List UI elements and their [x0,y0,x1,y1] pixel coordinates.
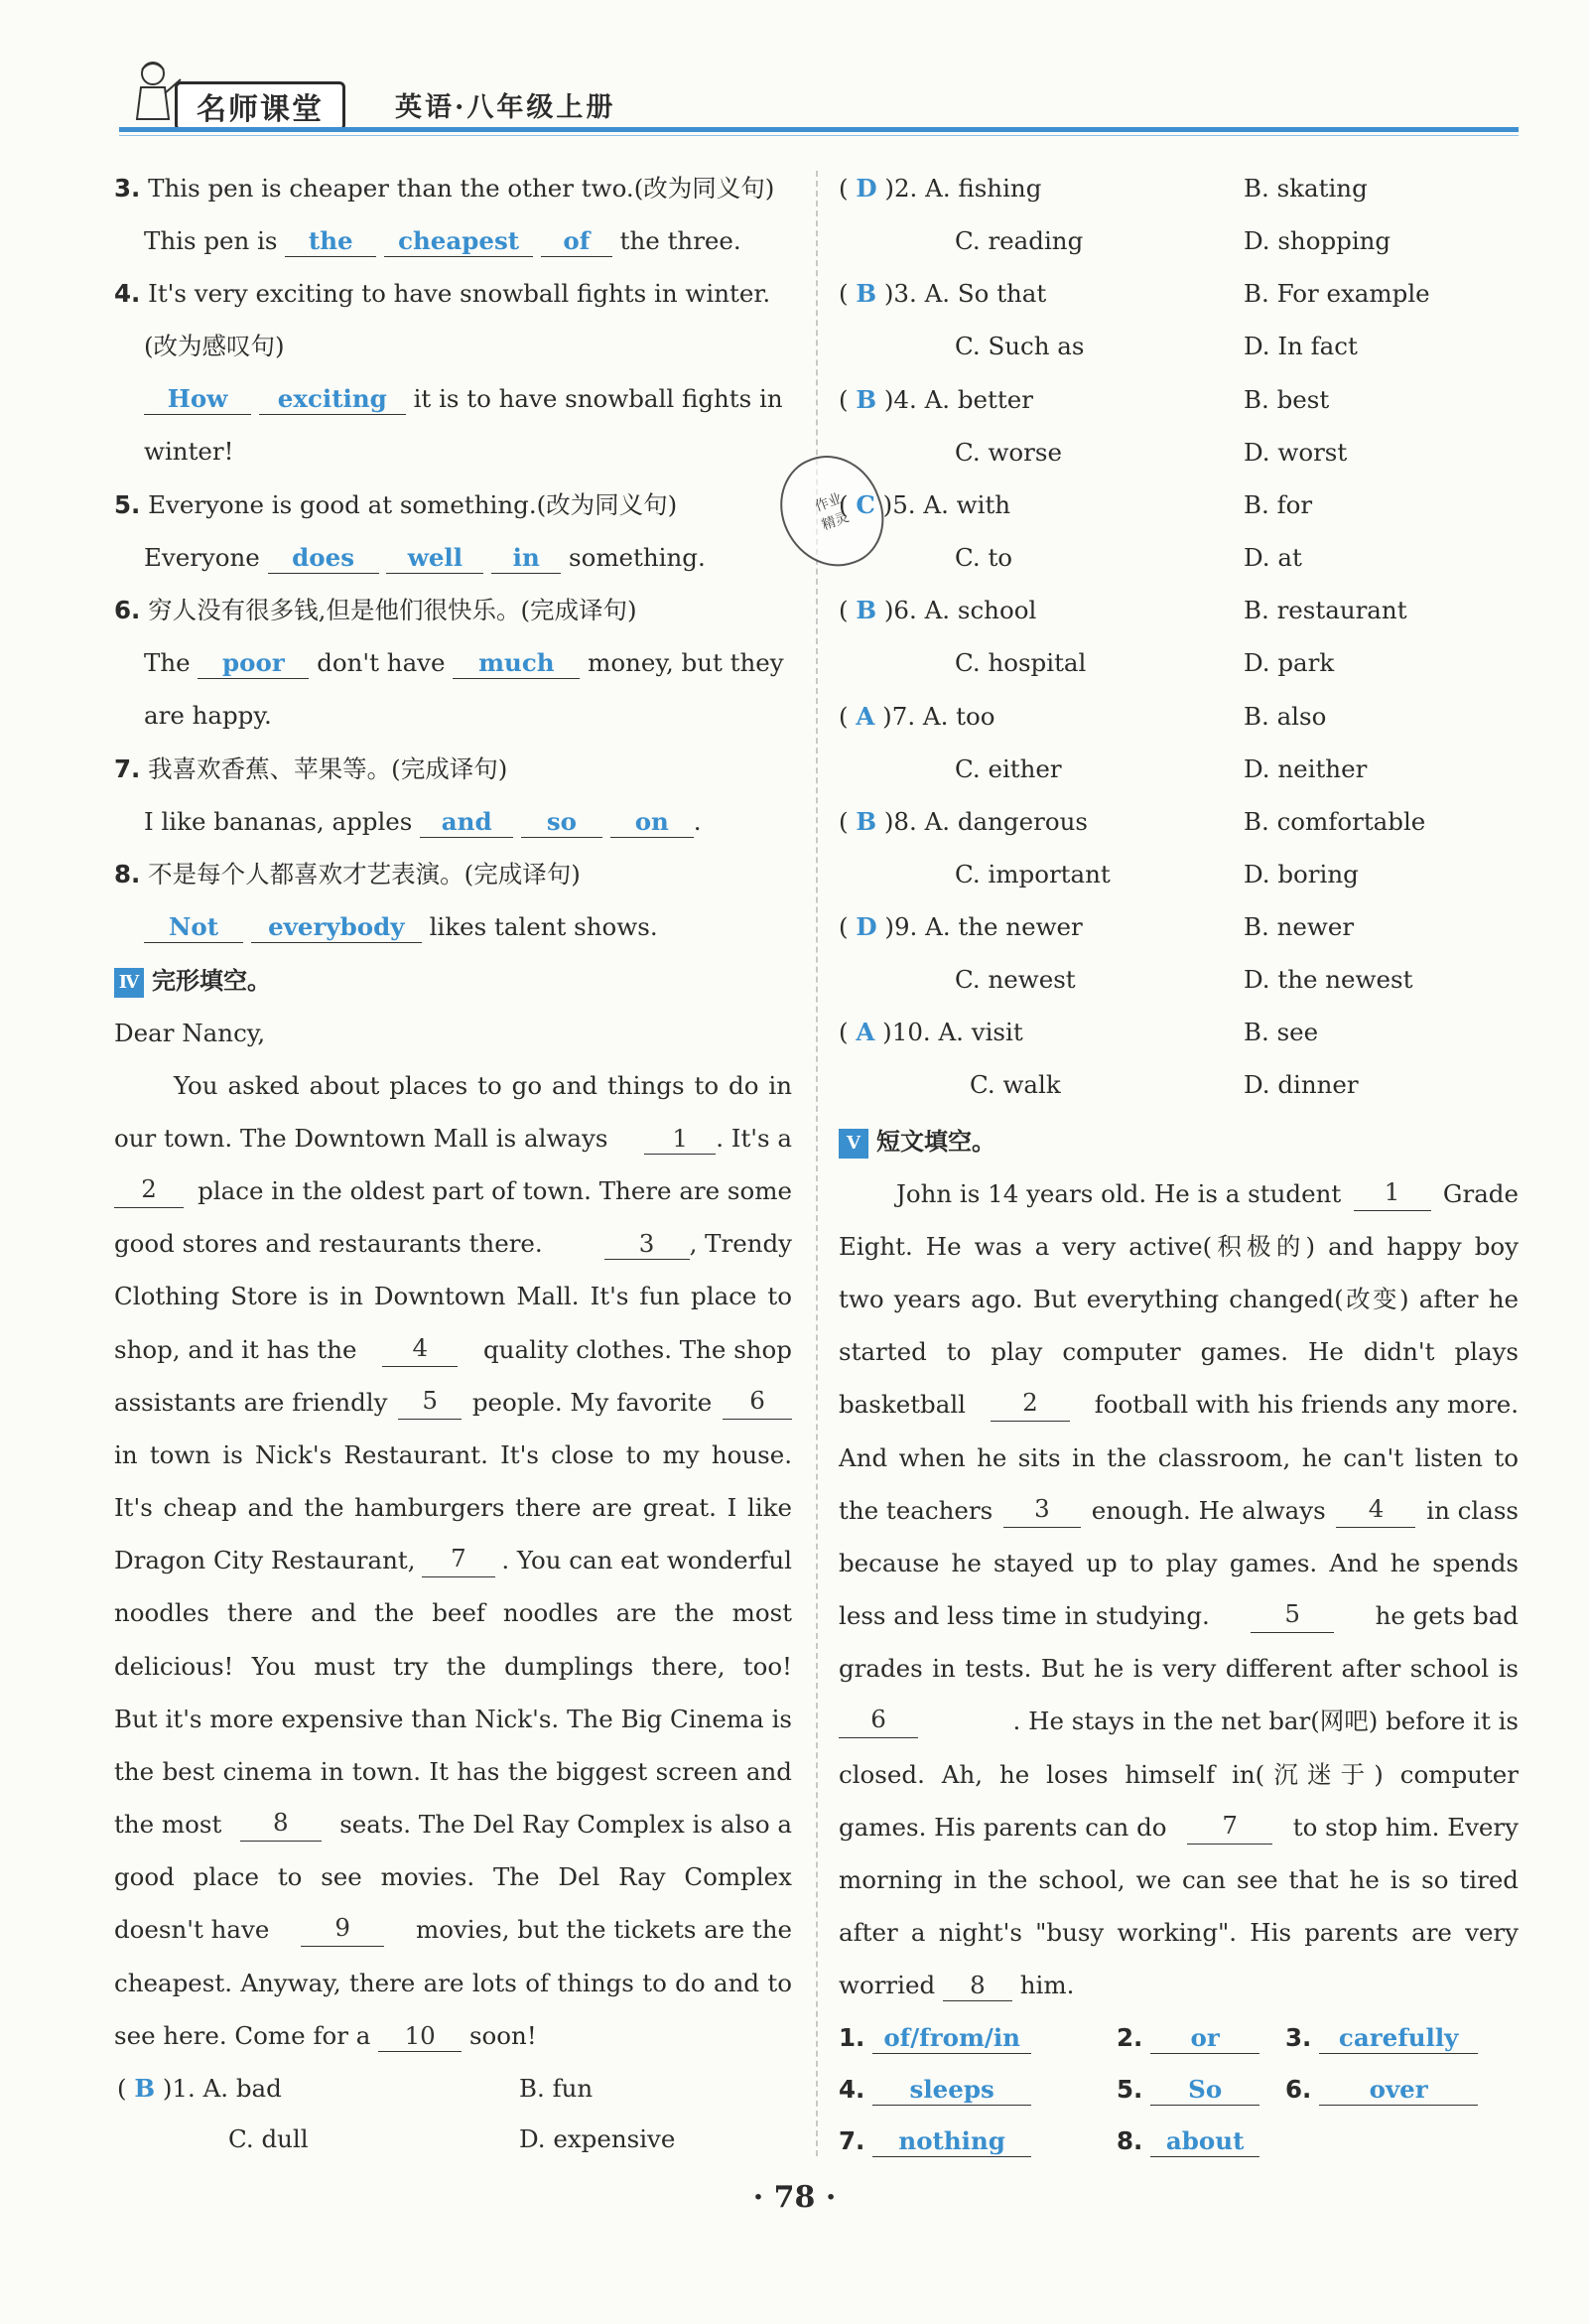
section-4-heading: Ⅳ 完形填空。 [114,964,271,998]
mc-question-2: ( D )2. A. fishing [839,174,1042,203]
mc-option-c: C. Such as [955,332,1085,361]
mc-option-a: )4. A. better [883,384,1033,414]
mc-option-d: D. expensive [519,2124,676,2153]
answer-item: 4. sleeps [839,2073,1031,2107]
passage-line: Dragon City Restaurant, 7 . You can eat wonderful [114,1544,792,1577]
q6-answer-line-2: are happy. [144,701,272,730]
q4-answer-line: How exciting it is to have snowball fights in [144,382,783,416]
header-rule [119,127,1519,132]
mc-question-10: ( A )10. A. visit [839,1018,1023,1047]
text-line: basketball 2 football with his friends any more. [839,1388,1519,1422]
mc-option-c: C. worse [955,437,1062,467]
mc-option-a: )2. A. fishing [884,174,1042,203]
mc-option-c: C. walk [970,1070,1061,1100]
q7-prompt: 7. 我喜欢香蕉、苹果等。(完成译句) [114,754,508,783]
subject-title: 英语·八年级上册 [395,92,616,123]
mc-answer: B [856,279,877,309]
passage-line: doesn't have 9 movies, but the tickets are the [114,1913,792,1947]
passage-line: our town. The Downtown Mall is always 1 . It's a [114,1124,792,1153]
mc-answer: B [856,384,877,414]
passage-line: Clothing Store is in Downtown Mall. It's fun place to [114,1282,792,1310]
mc-question-5: ( C )5. A. with [839,489,1011,519]
mc-question-4: ( B )4. A. better [839,384,1033,414]
passage-line: You asked about places to go and things to do in [174,1071,792,1100]
mc-option-d: D. at [1244,542,1302,572]
q4-prompt-2: (改为感叹句) [144,332,285,360]
mc-question-1: ( B )1. A. bad [117,2074,282,2103]
answer-item: 5. So [1117,2073,1259,2107]
mc-option-c: C. newest [955,965,1076,995]
mc-answer: D [856,912,877,942]
mc-question-9: ( D )9. A. the newer [839,912,1083,942]
mc-question-3: ( B )3. A. So that [839,279,1047,309]
q8-answer-line: Not everybody likes talent shows. [144,910,658,944]
mc-option-d: D. boring [1244,859,1359,889]
text-line: after a night's "busy working". His parents are very [839,1918,1519,1947]
answer-item: 6. over [1285,2073,1478,2107]
page-number: · 78 · [752,2180,837,2215]
mc-question-8: ( B )8. A. dangerous [839,806,1088,836]
mc-option-b: B. fun [519,2074,594,2103]
text-line: Eight. He was a very active(积极的) and happy boy [839,1232,1519,1261]
mc-option-b: B. skating [1244,174,1368,203]
passage-line: see here. Come for a 10 soon! [114,2021,537,2050]
q6-answer-line: The poor don't have much money, but they [144,648,784,677]
q5-prompt: 5. Everyone is good at something.(改为同义句) [114,490,678,519]
q8-prompt: 8. 不是每个人都喜欢才艺表演。(完成译句) [114,860,581,889]
mc-option-a: )5. A. with [882,489,1011,519]
q6-prompt: 6. 穷人没有很多钱,但是他们很快乐。(完成译句) [114,596,637,624]
mc-option-c: C. either [955,753,1062,783]
mc-option-c: C. hospital [955,648,1087,678]
mc-option-a: )9. A. the newer [884,912,1083,942]
answer-item: 3. carefully [1285,2021,1478,2055]
text-line: started to play computer games. He didn't plays [839,1337,1519,1366]
text-line: closed. Ah, he loses himself in(沉迷于) computer [839,1760,1519,1789]
text-line: games. His parents can do 7 to stop him. Every [839,1811,1519,1845]
q4-answer-line-2: winter! [144,437,234,466]
mc-option-c: C. important [955,859,1111,889]
passage-line: It's cheap and the hamburgers there are great. I like [114,1493,792,1522]
passage-line: 2 place in the oldest part of town. There are some [114,1174,792,1208]
passage-line: the best cinema in town. It has the biggest screen and [114,1757,792,1786]
mc-option-d: D. shopping [1244,226,1391,255]
mc-option-d: D. In fact [1244,332,1358,361]
header-rule-thin [119,135,1519,136]
mc-option-d: D. neither [1244,753,1368,783]
mc-option-a: )6. A. school [883,596,1037,625]
passage-line: But it's more expensive than Nick's. The Big Cinema is [114,1705,792,1733]
mc-option-b: B. also [1244,701,1327,731]
mc-option-b: B. for [1244,489,1313,519]
mc-option-b: B. best [1244,384,1330,414]
passage-line: the most 8 seats. The Del Ray Complex is also a [114,1808,792,1842]
brand-logo: 名师课堂 [175,81,345,131]
mc-answer: A [856,701,875,731]
q7-answer-line: I like bananas, apples and so on . [144,807,702,836]
mc-option-b: B. see [1244,1018,1319,1047]
q5-answer-line: Everyone does well in something. [144,543,706,572]
mc-question-6: ( B )6. A. school [839,596,1037,625]
mc-answer: A [856,1018,875,1047]
text-line: 6 . He stays in the net bar(网吧) before it is [839,1705,1519,1738]
passage-line: shop, and it has the 4 quality clothes. The shop [114,1333,792,1367]
mc-answer: B [856,596,877,625]
passage-line: in town is Nick's Restaurant. It's close to my house. [114,1440,792,1469]
answer-item: 2. or [1117,2021,1259,2055]
mc-option-a: )10. A. visit [882,1018,1023,1047]
passage-line: cheapest. Anyway, there are lots of things to do and to [114,1969,792,1997]
text-line: morning in the school, we can see that he is so tired [839,1865,1519,1894]
mc-answer: B [856,806,877,836]
answer-item: 8. about [1117,2124,1259,2158]
mc-option-b: B. newer [1244,912,1355,942]
mc-option-b: B. For example [1244,279,1430,309]
passage-line: assistants are friendly 5 people. My favorite 6 [114,1386,792,1420]
mc-option-c: C. reading [955,226,1084,255]
mc-answer: C [856,489,875,519]
mc-option-a: )8. A. dangerous [883,806,1088,836]
mc-answer: D [856,174,877,203]
answer-item: 1. of/from/in [839,2021,1031,2055]
mc-option-c: C. to [955,542,1013,572]
mc-option-d: D. worst [1244,437,1348,467]
text-line: worried 8 him. [839,1971,1075,1999]
mc-option-d: D. dinner [1244,1070,1359,1100]
mc-option-a: )3. A. So that [883,279,1047,309]
homework-stamp: 作业 精灵 [766,441,898,581]
text-line: grades in tests. But he is very different after school is [839,1654,1519,1683]
text-line: less and less time in studying. 5 he gets bad [839,1599,1519,1633]
mc-option-d: D. the newest [1244,965,1413,995]
section-5-heading: Ⅴ 短文填空。 [839,1125,995,1159]
mc-option-c: C. dull [228,2124,309,2153]
text-line: because he stayed up to play games. And he spends [839,1549,1519,1577]
q3-prompt: 3. This pen is cheaper than the other two.(改为同义句) [114,174,775,203]
mc-option-b: B. comfortable [1244,806,1426,836]
mc-option-d: D. park [1244,648,1335,678]
q3-answer-line: This pen is the cheapest of the three. [144,226,741,255]
answer-item: 7. nothing [839,2124,1031,2158]
mc-option-a: )7. A. too [882,701,995,731]
passage-line: delicious! You must try the dumplings there, too! [114,1652,792,1681]
passage-line: good stores and restaurants there. 3 , Trendy [114,1229,792,1258]
mc-option-b: B. restaurant [1244,596,1407,625]
mc-question-7: ( A )7. A. too [839,701,995,731]
text-line: John is 14 years old. He is a student 1 Grade [896,1177,1519,1211]
q4-prompt: 4. It's very exciting to have snowball fights in winter. [114,279,771,308]
passage-line: noodles there and the beef noodles are the most [114,1598,792,1627]
salutation: Dear Nancy, [114,1019,266,1047]
text-line: two years ago. But everything changed(改变) after he [839,1285,1519,1313]
text-line: the teachers 3 enough. He always 4 in class [839,1494,1519,1528]
text-line: And when he sits in the classroom, he can't listen to [839,1443,1519,1472]
passage-line: good place to see movies. The Del Ray Complex [114,1862,792,1891]
